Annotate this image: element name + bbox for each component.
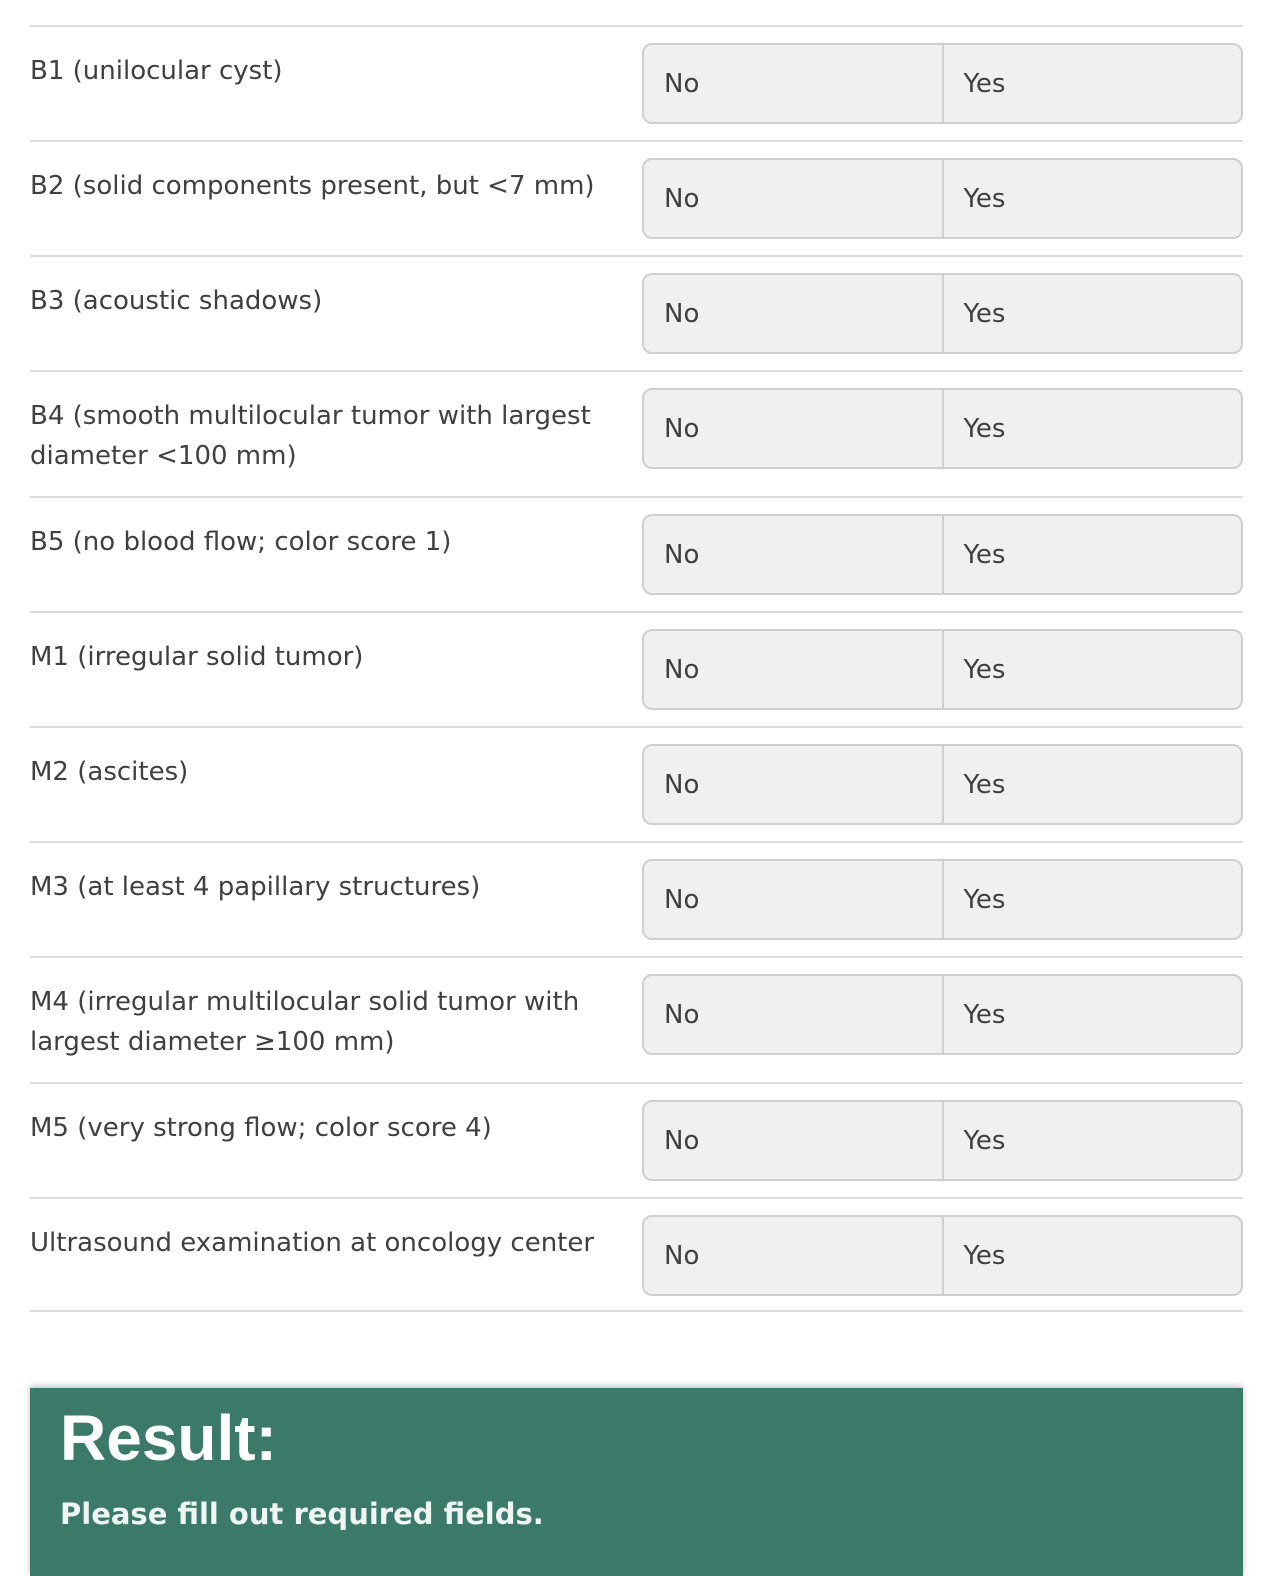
yes-no-toggle: [642, 859, 1243, 940]
yes-option[interactable]: Yes: [963, 298, 1006, 329]
no-option[interactable]: No: [644, 861, 944, 938]
yes-no-toggle: [642, 1100, 1243, 1181]
no-option[interactable]: No: [644, 275, 944, 352]
criterion-row-m4: [30, 956, 1243, 1082]
criterion-label: B2 (solid components present, but <7 mm): [30, 171, 595, 201]
yes-option[interactable]: Yes: [963, 68, 1006, 99]
yes-option[interactable]: Yes: [963, 183, 1006, 214]
criterion-row-m1: [30, 611, 1243, 726]
criteria-list: [30, 25, 1243, 1312]
no-option[interactable]: No: [644, 976, 944, 1053]
criterion-label: M4 (irregular multilocular solid tumor with largest diameter ≥100 mm): [30, 987, 580, 1057]
no-option[interactable]: No: [644, 516, 944, 593]
criterion-label: M3 (at least 4 papillary structures): [30, 872, 481, 902]
yes-option[interactable]: Yes: [963, 1240, 1006, 1271]
yes-no-toggle: [642, 388, 1243, 469]
yes-no-toggle: [642, 974, 1243, 1055]
no-option[interactable]: No: [644, 1102, 944, 1179]
criterion-label: B1 (unilocular cyst): [30, 56, 283, 86]
no-option[interactable]: No: [644, 390, 944, 467]
result-title: Result:: [60, 1402, 277, 1474]
yes-no-toggle: [642, 43, 1243, 124]
criterion-row-m5: [30, 1082, 1243, 1197]
criterion-row-oncology-center: [30, 1197, 1243, 1312]
yes-option[interactable]: Yes: [963, 884, 1006, 915]
result-panel: [30, 1388, 1243, 1576]
criterion-row-b1: [30, 25, 1243, 140]
result-message: Please fill out required fields.: [60, 1497, 544, 1531]
yes-option[interactable]: Yes: [963, 539, 1006, 570]
criterion-label: M2 (ascites): [30, 757, 189, 787]
no-option[interactable]: No: [644, 1217, 944, 1294]
yes-no-toggle: [642, 744, 1243, 825]
yes-option[interactable]: Yes: [963, 413, 1006, 444]
criterion-row-b3: [30, 255, 1243, 370]
yes-no-toggle: [642, 1215, 1243, 1296]
criterion-label: M1 (irregular solid tumor): [30, 642, 364, 672]
criterion-row-b4: [30, 370, 1243, 496]
criterion-label: B5 (no blood flow; color score 1): [30, 527, 452, 557]
no-option[interactable]: No: [644, 631, 944, 708]
no-option[interactable]: No: [644, 160, 944, 237]
yes-no-toggle: [642, 629, 1243, 710]
criterion-label: B4 (smooth multilocular tumor with largest diameter <100 mm): [30, 401, 591, 471]
criterion-label: M5 (very strong flow; color score 4): [30, 1113, 492, 1143]
criterion-row-m3: [30, 841, 1243, 956]
yes-option[interactable]: Yes: [963, 769, 1006, 800]
no-option[interactable]: No: [644, 746, 944, 823]
yes-option[interactable]: Yes: [963, 1125, 1006, 1156]
criterion-row-b5: [30, 496, 1243, 611]
yes-no-toggle: [642, 514, 1243, 595]
criterion-label: B3 (acoustic shadows): [30, 286, 323, 316]
no-option[interactable]: No: [644, 45, 944, 122]
criterion-row-b2: [30, 140, 1243, 255]
yes-option[interactable]: Yes: [963, 654, 1006, 685]
yes-no-toggle: [642, 273, 1243, 354]
yes-no-toggle: [642, 158, 1243, 239]
yes-option[interactable]: Yes: [963, 999, 1006, 1030]
criterion-row-m2: [30, 726, 1243, 841]
criterion-label: Ultrasound examination at oncology center: [30, 1228, 595, 1258]
